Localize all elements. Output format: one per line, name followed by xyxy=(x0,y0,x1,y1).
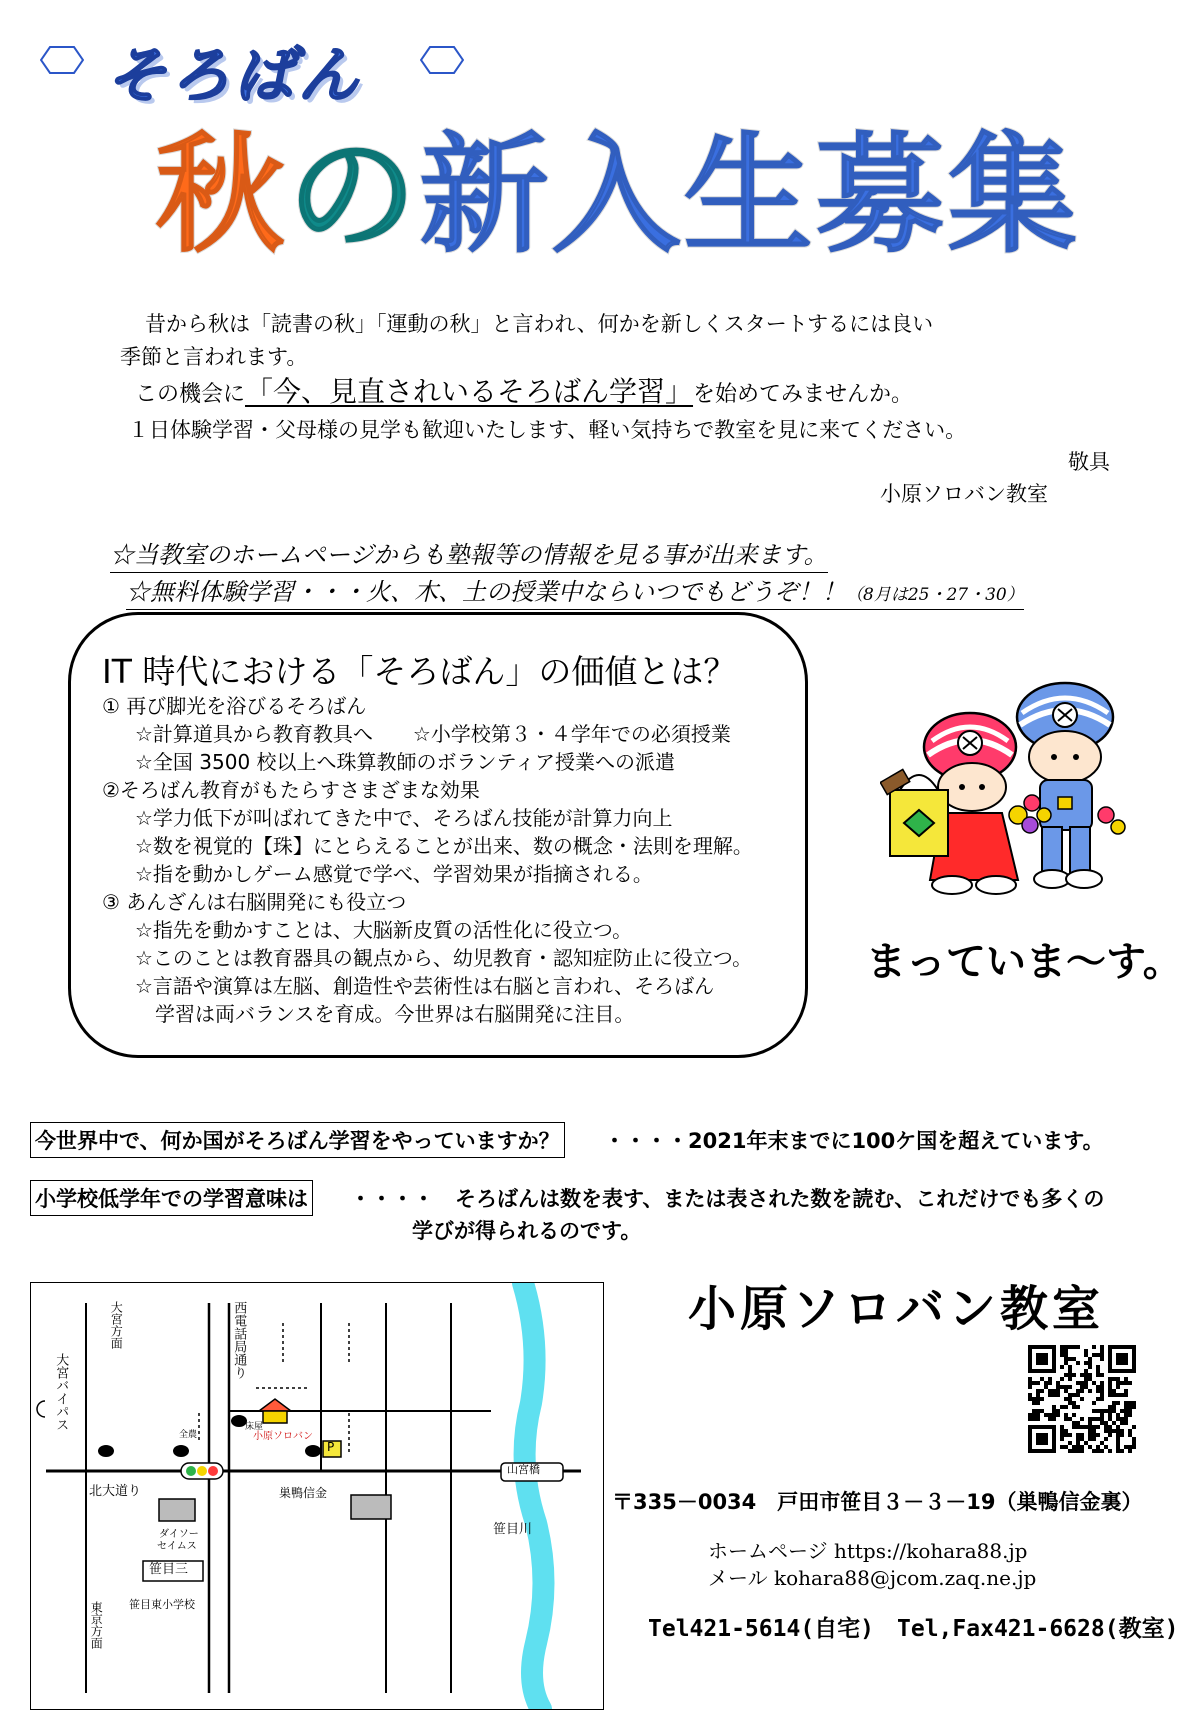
bank-icon xyxy=(351,1495,391,1519)
value-box-line: ☆指先を動かすことは、大脳新皮質の活性化に役立つ。 xyxy=(135,918,633,942)
map-label-sasame3: 笹目三 xyxy=(149,1562,189,1577)
map-label-daiso: ダイソー xyxy=(159,1529,199,1540)
children-illustration xyxy=(880,665,1150,915)
house-icon xyxy=(259,1399,291,1411)
notice-trial xyxy=(126,572,1024,610)
notice-trial-text: ☆無料体験学習・・・火、木、土の授業中ならいつでもどうぞ！！ xyxy=(126,578,846,606)
title-char: 募 xyxy=(815,119,948,271)
value-box-line: ☆指を動かしゲーム感覚で学べ、学習効果が指摘される。 xyxy=(135,862,653,886)
store-icon xyxy=(159,1499,195,1521)
location-map xyxy=(30,1282,604,1710)
value-box-title: IT 時代における「そろばん」の価値とは？ xyxy=(102,652,737,691)
title-char: 新 xyxy=(419,119,552,271)
qa-question-2: 小学校低学年での学習意味は xyxy=(30,1180,313,1216)
qa-question-1: 今世界中で、何か国がそろばん学習をやっていますか？ xyxy=(30,1122,565,1158)
school-name: 小原ソロバン教室 xyxy=(688,1281,1105,1337)
qr-code-icon[interactable] xyxy=(1028,1345,1136,1453)
map-label-sasame-east-school: 笹目東小学校 xyxy=(129,1598,195,1611)
qa-answer-2-cont: 学びが得られるのです。 xyxy=(412,1219,642,1243)
value-box-line: ☆このことは教育器具の観点から、幼児教育・認知症防止に役立つ。 xyxy=(135,946,753,970)
value-box-line: ☆学力低下が叫ばれてきた中で、そろばん技能が計算力向上 xyxy=(135,806,673,830)
map-label-sannomiya-bridge: 山宮橋 xyxy=(507,1463,540,1476)
closing: 敬具 xyxy=(1068,450,1110,474)
header-kicker: そろばん xyxy=(106,41,362,111)
value-box-line: ☆言語や演算は左脳、創造性や芸術性は右脳と言われ、そろばん xyxy=(135,974,715,998)
map-label-seimusu: セイムス xyxy=(157,1541,197,1552)
title-char: の xyxy=(287,119,420,271)
map-label-sasame-river: 笹目川 xyxy=(493,1522,533,1537)
river-icon xyxy=(523,1283,544,1709)
homepage-link[interactable]: ホームページ https://kohara88.jp xyxy=(708,1539,1028,1563)
value-box-line: ☆数を視覚的【珠】にとらえることが出来、数の概念・法則を理解。 xyxy=(135,834,753,858)
value-box-line: ☆全国 3500 校以上へ珠算教師のボランティア授業への派遣 xyxy=(135,750,675,774)
map-label-kohara: 小原ソロバン xyxy=(253,1431,313,1442)
map-label-tokoya: 床屋 xyxy=(245,1422,264,1432)
title-char: 生 xyxy=(683,119,816,271)
signature: 小原ソロバン教室 xyxy=(880,482,1048,506)
intro-line-3-post: を始めてみませんか。 xyxy=(693,382,914,407)
waiting-message: まっていま～す。 xyxy=(866,939,1183,985)
map-label-omiya-houmen: 大宮方面 xyxy=(109,1301,124,1349)
title-char: 入 xyxy=(551,119,684,271)
notice-trial-dates: （8月は25・27・30） xyxy=(846,585,1024,605)
intro-line-4: １日体験学習・父母様の見学も歓迎いたします、軽い気持ちで教室を見に来てください。 xyxy=(128,418,967,442)
intro-line-3-pre: この機会に xyxy=(135,382,246,407)
value-box-line: ②そろばん教育がもたらすさまざまな効果 xyxy=(102,778,480,802)
notice-homepage: ☆当教室のホームページからも塾報等の情報を見る事が出来ます。 xyxy=(110,535,828,573)
intro-line-3 xyxy=(135,376,913,411)
map-label-parking: P xyxy=(327,1440,335,1454)
map-label-kita-oomichi: 北大道り xyxy=(89,1484,142,1499)
title-char: 集 xyxy=(947,119,1080,271)
map-label-tokyo-houmen: 東京方面 xyxy=(89,1601,104,1649)
intro-line-1: 昔から秋は「読書の秋」「運動の秋」と言われ、何かを新しくスタートするには良い xyxy=(145,312,934,336)
email-link[interactable]: メール kohara88@jcom.zaq.ne.jp xyxy=(708,1566,1037,1590)
map-label-nishi-denwa: 西電話局通り xyxy=(231,1301,247,1379)
main-title xyxy=(155,119,1080,271)
title-char: 秋 xyxy=(155,119,288,271)
value-box-line: 学習は両バランスを育成。今世界は右脳開発に注目。 xyxy=(155,1002,635,1026)
intro-highlight: 「今、見直されいるそろばん学習」 xyxy=(245,375,694,408)
value-box-line: ① 再び脚光を浴びるそろばん xyxy=(102,694,367,718)
hexagon-right-icon xyxy=(420,46,464,74)
hexagon-left-icon xyxy=(40,46,84,74)
qa-answer-2: ・・・・ そろばんは数を表す、または表された数を読む、これだけでも多くの xyxy=(350,1187,1105,1211)
map-label-zennou: 全農 xyxy=(179,1430,198,1440)
school-address: 〒335－0034 戸田市笹目３－３－19（巣鴨信金裏） xyxy=(612,1490,1143,1514)
boy-figure xyxy=(1017,683,1113,888)
map-label-sugamo: 巣鴨信金 xyxy=(279,1486,328,1500)
value-box-line: ☆計算道具から教育教具へ ☆小学校第３・４学年での必須授業 xyxy=(135,722,731,746)
value-box-line: ③ あんざんは右脳開発にも役立つ xyxy=(102,890,407,914)
intro-line-2: 季節と言われます。 xyxy=(120,345,308,369)
map-label-omiya-bypass: 大宮バイパス xyxy=(53,1353,69,1431)
qa-answer-1: ・・・・2021年末までに100ケ国を超えています。 xyxy=(604,1129,1104,1153)
telephone: Tel421-5614(自宅) Tel,Fax421-6628(教室) xyxy=(648,1616,1179,1642)
